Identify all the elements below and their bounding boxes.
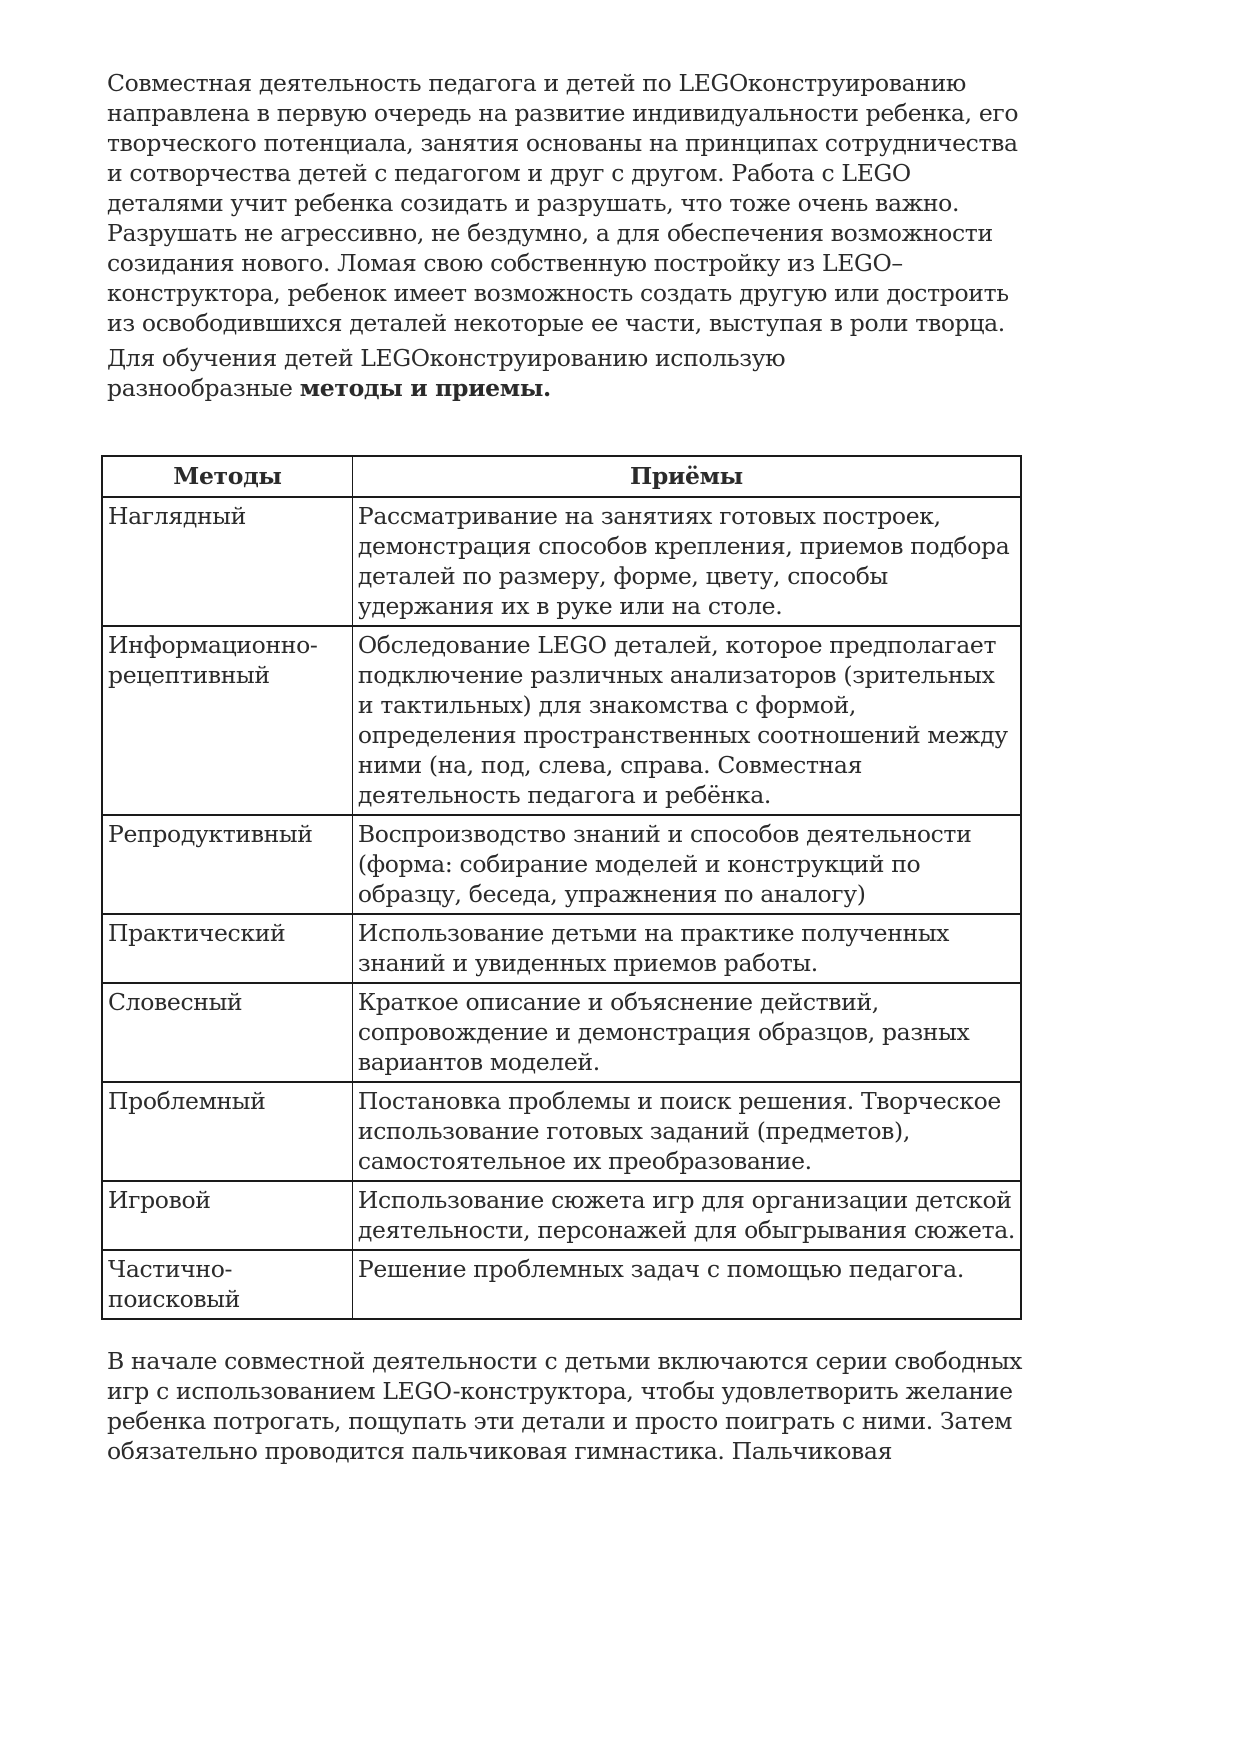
intro-line: из освободившихся деталей некоторые ее части, выступая в роли творца.	[107, 309, 1005, 337]
techniques-cell	[352, 497, 1021, 626]
method-name: Информационно-	[108, 631, 318, 659]
method-cell	[102, 1082, 352, 1181]
technique-line: демонстрация способов крепления, приемов подбора	[357, 532, 1010, 560]
table-row	[102, 1250, 1021, 1319]
techniques-cell	[352, 1181, 1021, 1250]
technique-line: Обследование LEGO деталей, которое предполагает	[357, 631, 997, 659]
table-row	[102, 914, 1021, 983]
technique-line: Краткое описание и объяснение действий,	[357, 988, 879, 1016]
intro-line: направлена в первую очередь на развитие индивидуальности ребенка, его	[107, 99, 1019, 127]
intro-line: деталями учит ребенка созидать и разрушать, что тоже очень важно.	[107, 189, 960, 217]
technique-line: деятельность педагога и ребёнка.	[357, 781, 772, 809]
technique-line: Постановка проблемы и поиск решения. Творческое	[357, 1087, 1001, 1115]
closing-line: ребенка потрогать, пощупать эти детали и просто поиграть с ними. Затем	[107, 1407, 1013, 1435]
method-name: рецептивный	[108, 661, 270, 689]
technique-line: удержания их в руке или на столе.	[357, 592, 783, 620]
method-cell	[102, 983, 352, 1082]
method-cell	[102, 815, 352, 914]
closing-paragraph	[107, 1346, 1022, 1466]
table-row	[102, 497, 1021, 626]
intro-line: созидания нового. Ломая свою собственную постройку из LEGO–	[107, 249, 903, 277]
technique-line: Решение проблемных задач с помощью педагога.	[357, 1255, 964, 1283]
table-row	[102, 626, 1021, 815]
technique-line: ними (на, под, слева, справа. Совместная	[357, 751, 863, 779]
intro-line: творческого потенциала, занятия основаны на принципах сотрудничества	[107, 129, 1018, 157]
method-name: Частично-	[108, 1255, 233, 1283]
method-name: Практический	[108, 919, 286, 947]
closing-line: игр с использованием LEGO-конструктора, чтобы удовлетворить желание	[107, 1377, 1013, 1405]
techniques-cell	[352, 815, 1021, 914]
closing-line: В начале совместной деятельности с детьми включаются серии свободных	[107, 1347, 1023, 1375]
method-name: Проблемный	[108, 1087, 266, 1115]
techniques-cell	[352, 626, 1021, 815]
technique-line: Использование сюжета игр для организации детской	[357, 1186, 1012, 1214]
technique-line: определения пространственных соотношений между	[357, 721, 1008, 749]
lead-text: разнообразные	[107, 374, 300, 402]
technique-line: знаний и увиденных приемов работы.	[357, 949, 818, 977]
method-cell	[102, 626, 352, 815]
method-name: поисковый	[108, 1285, 240, 1313]
method-cell	[102, 497, 352, 626]
techniques-cell	[352, 1082, 1021, 1181]
lead-line: Для обучения детей LEGOконструированию использую	[107, 344, 786, 372]
table-row	[102, 983, 1021, 1082]
method-name: Репродуктивный	[108, 820, 313, 848]
technique-line: и тактильных) для знакомства с формой,	[357, 691, 857, 719]
technique-line: подключение различных анализаторов (зрительных	[357, 661, 995, 689]
lead-emphasis: методы и приемы.	[299, 374, 551, 402]
lead-line	[107, 373, 1022, 403]
method-name: Игровой	[108, 1186, 211, 1214]
technique-line: Рассматривание на занятиях готовых построек,	[357, 502, 941, 530]
intro-line: конструктора, ребенок имеет возможность создать другую или достроить	[107, 279, 1009, 307]
table-row	[102, 815, 1021, 914]
technique-line: использование готовых заданий (предметов),	[357, 1117, 910, 1145]
technique-line: образцу, беседа, упражнения по аналогу)	[357, 880, 866, 908]
technique-line: самостоятельное их преобразование.	[357, 1147, 812, 1175]
techniques-cell	[352, 914, 1021, 983]
techniques-cell	[352, 1250, 1021, 1319]
technique-line: деятельности, персонажей для обыгрывания сюжета.	[357, 1216, 1015, 1244]
technique-line: деталей по размеру, форме, цвету, способы	[357, 562, 888, 590]
intro-paragraph	[107, 68, 1022, 338]
technique-line: (форма: собирание моделей и конструкций по	[357, 850, 921, 878]
methods-table	[101, 455, 1022, 1320]
technique-line: Воспроизводство знаний и способов деятельности	[357, 820, 972, 848]
lead-paragraph	[107, 343, 1022, 403]
table-row	[102, 1181, 1021, 1250]
method-cell	[102, 914, 352, 983]
technique-line: вариантов моделей.	[357, 1048, 600, 1076]
method-cell	[102, 1181, 352, 1250]
closing-line: обязательно проводится пальчиковая гимнастика. Пальчиковая	[107, 1437, 893, 1465]
techniques-cell	[352, 983, 1021, 1082]
header-methods: Методы	[102, 456, 352, 497]
intro-line: Совместная деятельность педагога и детей по LEGOконструированию	[107, 69, 967, 97]
technique-line: сопровождение и демонстрация образцов, разных	[357, 1018, 970, 1046]
method-name: Наглядный	[108, 502, 246, 530]
table-row	[102, 1082, 1021, 1181]
intro-line: и сотворчества детей с педагогом и друг с другом. Работа с LEGO	[107, 159, 911, 187]
method-cell	[102, 1250, 352, 1319]
technique-line: Использование детьми на практике полученных	[357, 919, 950, 947]
method-name: Словесный	[108, 988, 243, 1016]
intro-line: Разрушать не агрессивно, не бездумно, а для обеспечения возможности	[107, 219, 993, 247]
header-techniques: Приёмы	[352, 456, 1021, 497]
table-header-row	[102, 456, 1021, 497]
